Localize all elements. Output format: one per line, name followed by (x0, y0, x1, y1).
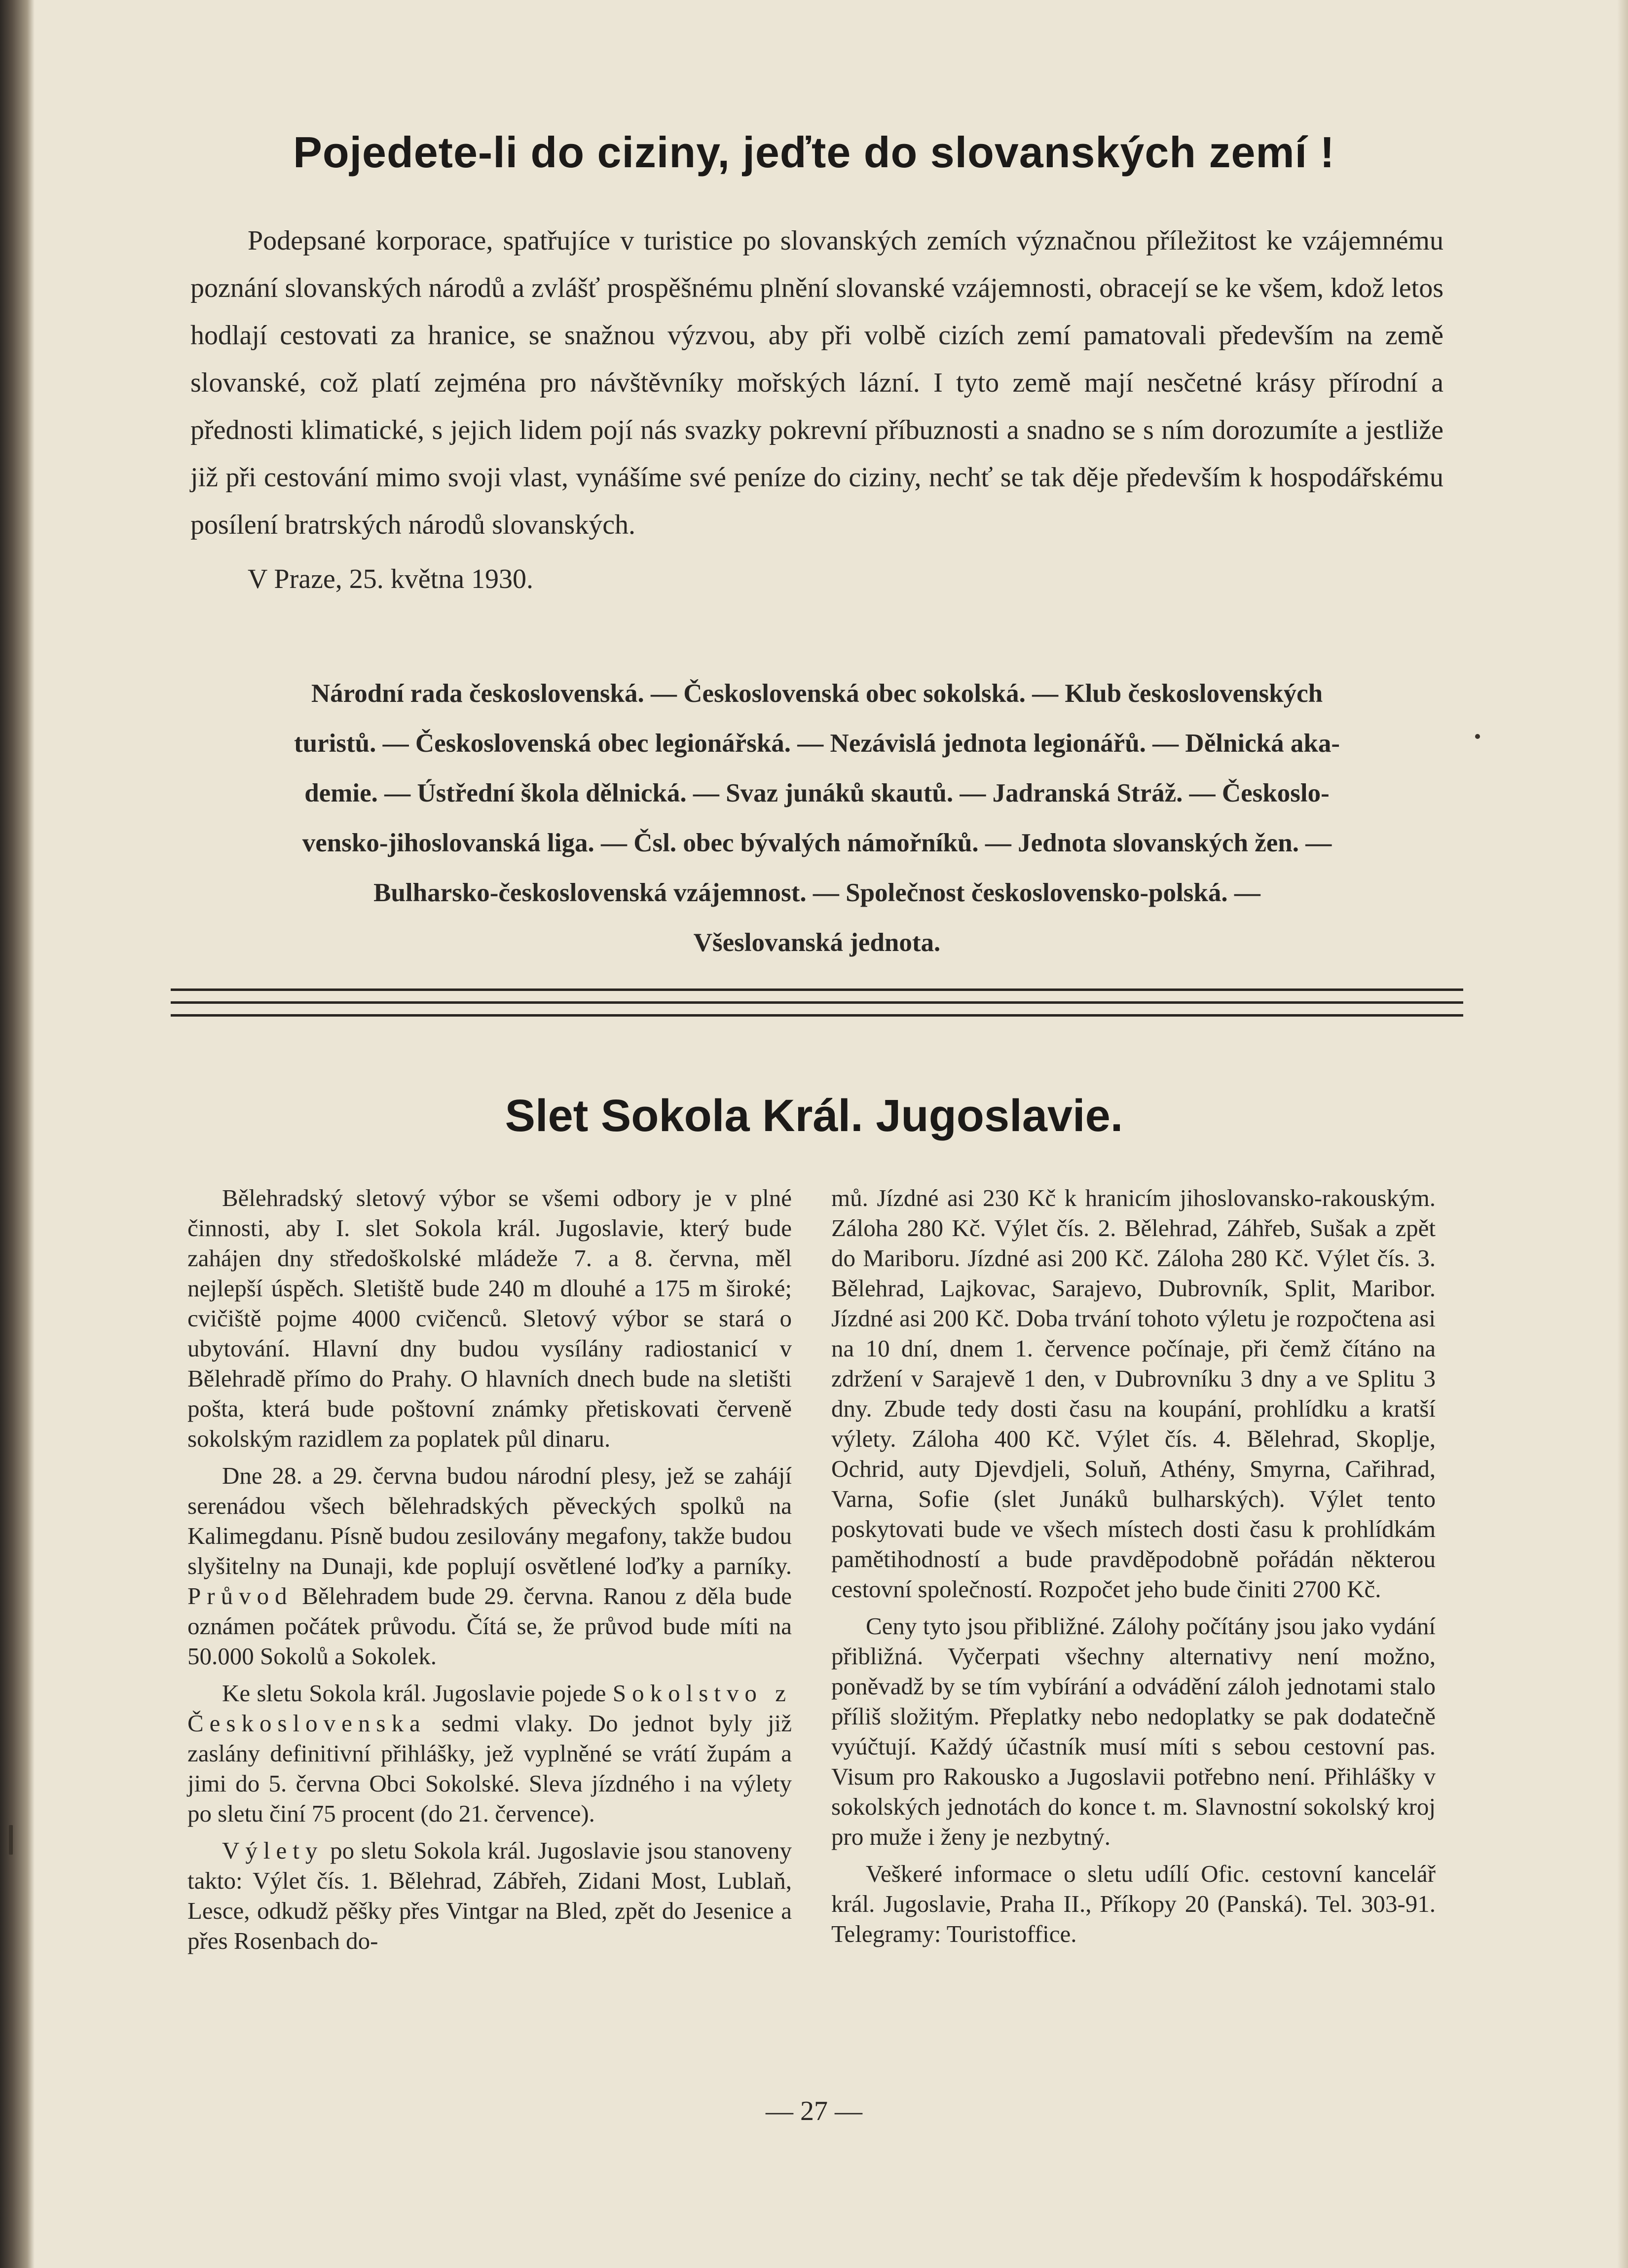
article2-title: Slet Sokola Král. Jugoslavie. (505, 1091, 1123, 1141)
binding-mark (9, 1825, 13, 1855)
left-paragraph: Ke sletu Sokola král. Jugoslavie pojede Sokolstvo z Československa sedmi vlaky. Do jednot byly již zaslány definitivní přihlášky, jež vyplněné se vrátí župám a jimi do 5. června Obci Sokolské. Sleva jízdného i na výlety po sletu činí 75 procent (do 21. července). (187, 1680, 792, 1827)
right-paragraph: mů. Jízdné asi 230 Kč k hranicím jihoslovansko-rakouským. Záloha 280 Kč. Výlet čís. 2. Bělehrad, Záhřeb, Sušak a zpět do Mariboru. Jízdné asi 200 Kč. Záloha 280 Kč. Výlet čís. 3. Bělehrad, Lajkovac, Sarajevo, Dubrovník, Split, Maribor. Jízdné asi 200 Kč. Doba trvání tohoto výletu je rozpočtena asi na 10 dní, dnem 1. července počínaje, při čemž čítáno na zdržení v Sarajevě 1 den, v Dubrovníku 3 dny a ve Splitu 3 dny. Zbude tedy dosti času na koupání, prohlídku a kratší výlety. Záloha 400 Kč. Výlet čís. 4. Bělehrad, Skoplje, Ochrid, auty Djevdjeli, Soluň, Athény, Smyrna, Cařihrad, Varna, Sofie (slet Junáků bulharských). Výlet tento poskytovati bude ve všech místech dosti času k prohlídkám pamětihodností a bude pravděpodobně pořádán některou cestovní společností. Rozpočet jeho bude činiti 2700 Kč. (831, 1184, 1436, 1603)
left-paragraph: Dne 28. a 29. června budou národní plesy, jež se zahájí serenádou všech bělehradských pěveckých spolků na Kalimegdanu. Písně budou zesilovány megafony, takže budou slyšitelny na Dunaji, kde poplují osvětlené loďky a parníky. Průvod Bělehradem bude 29. června. Ranou z děla bude oznámen počátek průvodu. Čítá se, že průvod bude míti na 50.000 Sokolů a Sokolek. (187, 1462, 792, 1670)
right-paragraph: Ceny tyto jsou přibližné. Zálohy počítány jsou jako vydání přibližná. Vyčerpati všechny alternativy není možno, poněvadž by se tím vybírání a odvádění záloh jednotami stalo příliš složitým. Přeplatky nebo nedoplatky se pak dodatečně vyúčtují. Každý účastník musí míti s sebou cestovní pas. Visum pro Rakousko a Jugoslavii potřebno není. Přihlášky v sokolských jednotách do konce t. m. Slavnostní sokolský kroj pro muže i ženy je nezbytný. (831, 1612, 1436, 1850)
signatories (190, 669, 1443, 968)
signatory-line: turistů. — Československá obec legionářská. — Nezávislá jednota legionářů. — Dělnická aka- (294, 729, 1340, 758)
signatory-line: demie. — Ústřední škola dělnická. — Svaz junáků skautů. — Jadranská Stráž. — Českoslo- (304, 779, 1330, 807)
divider-line (171, 1014, 1463, 1017)
divider-line (171, 1001, 1463, 1004)
right-column (831, 1183, 1436, 1949)
signatory-line: Národní rada československá. — Československá obec sokolská. — Klub československých (311, 679, 1323, 708)
left-paragraph: Výlety po sletu Sokola král. Jugoslavie jsou stanoveny takto: Výlet čís. 1. Bělehrad, Zábřeh, Zidani Most, Lublaň, Lesce, odkudž pěšky přes Vintgar na Bled, zpět do Jesenice a přes Rosenbach do- (187, 1837, 792, 1954)
left-column (187, 1183, 792, 1956)
article1-title: Pojedete-li do ciziny, jeďte do slovanských zemí ! (293, 128, 1335, 177)
article1-paragraph: Podepsané korporace, spatřujíce v turistice po slovanských zemích význačnou příležitost ke vzájemnému poznání slovanských národů a zvlášť prospěšnému plnění slovanské vzájemnosti, obracejí se ke všem, kdož letos hodlají cestovati za hranice, se snažnou výzvou, aby při volbě cizích zemí pamatovali především na země slovanské, což platí zejména pro návštěvníky mořských lázní. I tyto země mají nesčetné krásy přírodní a přednosti klimatické, s jejich lidem pojí nás svazky pokrevní příbuznosti a snadno se s ním dorozumíte a jestliže již při cestování mimo svoji vlast, vynášíme své peníze do ciziny, nechť se tak děje především k hospodářskému posílení bratrských národů slovanských. (190, 225, 1443, 540)
signatory-line: Bulharsko-československá vzájemnost. — Společnost československo-polská. — (373, 878, 1260, 907)
right-paragraph: Veškeré informace o sletu udílí Ofic. cestovní kancelář král. Jugoslavie, Praha II., Příkopy 20 (Panská). Tel. 303-91. Telegramy: Touristoffice. (831, 1860, 1436, 1947)
spaced-text: Průvod (187, 1582, 293, 1610)
spaced-text: Sokolstvo z Československa (187, 1680, 792, 1737)
article1-date: V Praze, 25. května 1930. (248, 564, 534, 594)
signatory-line: vensko-jihoslovanská liga. — Čsl. obec bývalých námořníků. — Jednota slovanských žen. — (302, 829, 1332, 857)
article1-body (190, 217, 1443, 603)
signatory-line: Všeslovanská jednota. (693, 928, 941, 957)
page-number: — 27 — (766, 2096, 862, 2126)
paper-speck (1475, 734, 1480, 739)
left-paragraph: Bělehradský sletový výbor se všemi odbory je v plné činnosti, aby I. slet Sokola král. Jugoslavie, který bude zahájen dny středoškolské mládeže 7. a 8. června, měl nejlepší úspěch. Sletiště bude 240 m dlouhé a 175 m široké; cvičiště pojme 4000 cvičenců. Sletový výbor se stará o ubytování. Hlavní dny budou vysílány radiostanicí v Bělehradě přímo do Prahy. O hlavních dnech bude na sletišti pošta, která bude poštovní známky přetiskovati červeně sokolským razidlem za poplatek půl dinaru. (187, 1184, 792, 1452)
spaced-text: Výlety (222, 1837, 324, 1864)
divider-line (171, 988, 1463, 991)
